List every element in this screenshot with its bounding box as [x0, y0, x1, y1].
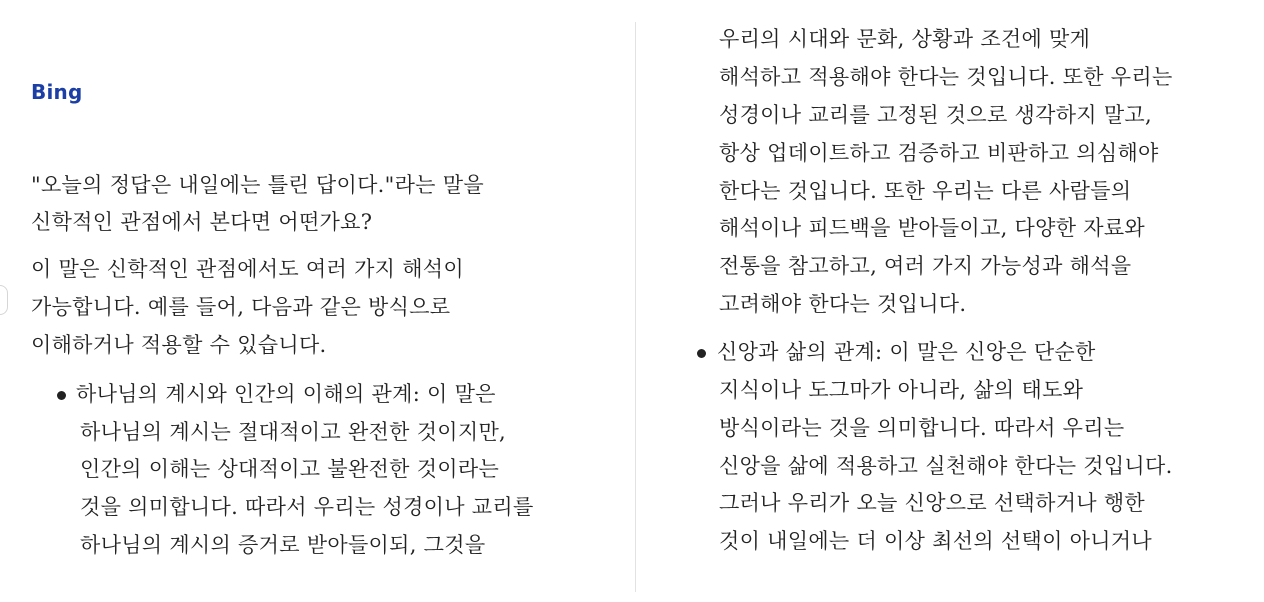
bullet-line: 한다는 것입니다. 또한 우리는 다른 사람들의: [719, 179, 1132, 203]
bullet-line: 지식이나 도그마가 아니라, 삶의 태도와: [719, 378, 1084, 402]
bullet-line: 방식이라는 것을 의미합니다. 따라서 우리는: [719, 416, 1125, 440]
bullet-line: 그러나 우리가 오늘 신앙으로 선택하거나 행한: [719, 491, 1146, 515]
bullet-line: 우리의 시대와 문화, 상황과 조건에 맞게: [719, 27, 1091, 51]
bullet-line: 신앙을 삶에 적용하고 실천해야 한다는 것입니다.: [719, 454, 1173, 478]
bullet-line: 전통을 참고하고, 여러 가지 가능성과 해석을: [719, 254, 1132, 278]
bullet-line: 신앙과 삶의 관계: 이 말은 신앙은 단순한: [717, 340, 1096, 364]
bullet-line: 고려해야 한다는 것입니다.: [719, 292, 967, 316]
intro-line: 이 말은 신학적인 관점에서도 여러 가지 해석이: [31, 257, 464, 281]
bullet-line: 하나님의 계시와 인간의 이해의 관계: 이 말은: [76, 382, 496, 406]
bullet-line: 항상 업데이트하고 검증하고 비판하고 의심해야: [719, 141, 1159, 165]
bullet-line: 해석이나 피드백을 받아들이고, 다양한 자료와: [719, 216, 1146, 240]
bullet-dot: [697, 349, 706, 358]
bullet-line: 하나님의 계시는 절대적이고 완전한 것이지만,: [80, 420, 507, 444]
page-divider: [635, 22, 636, 592]
right-page: [637, 0, 1264, 602]
bullet-line: 하나님의 계시의 증거로 받아들이되, 그것을: [80, 533, 486, 557]
bullet-dot: [57, 391, 66, 400]
intro-line: 이해하거나 적용할 수 있습니다.: [31, 333, 327, 357]
question-line: "오늘의 정답은 내일에는 틀린 답이다."라는 말을: [31, 173, 484, 197]
bullet-line: 성경이나 교리를 고정된 것으로 생각하지 말고,: [719, 103, 1152, 127]
previous-page-handle[interactable]: [0, 285, 8, 315]
source-label: Bing: [31, 80, 83, 104]
question-line: 신학적인 관점에서 본다면 어떤가요?: [31, 210, 373, 234]
bullet-line: 것을 의미합니다. 따라서 우리는 성경이나 교리를: [80, 495, 534, 519]
bullet-line: 해석하고 적용해야 한다는 것입니다. 또한 우리는: [719, 65, 1173, 89]
bullet-line: 것이 내일에는 더 이상 최선의 선택이 아니거나: [719, 529, 1152, 553]
bullet-line: 인간의 이해는 상대적이고 불완전한 것이라는: [80, 457, 500, 481]
intro-line: 가능합니다. 예를 들어, 다음과 같은 방식으로: [31, 295, 451, 319]
